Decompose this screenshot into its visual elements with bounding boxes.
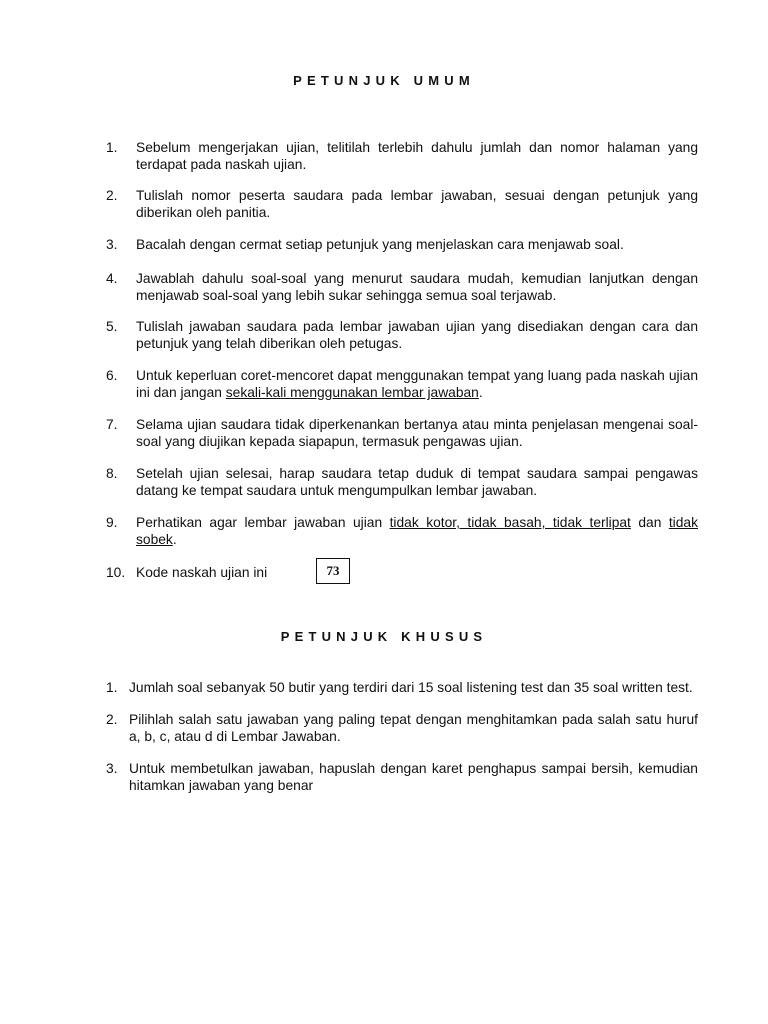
item-text: Jumlah soal sebanyak 50 butir yang terdiri dari 15 soal listening test dan 35 soal written test. — [129, 680, 693, 695]
item-number: 2. — [106, 188, 118, 203]
underlined-text: tidak sobek — [136, 515, 698, 547]
item-text — [136, 514, 698, 548]
item-number: 10. — [106, 565, 126, 580]
item-text: Selama ujian saudara tidak diperkenankan bertanya atau minta penjelasan mengenai soal-soal yang diujikan kepada siapapun, termasuk pengawas ujian. — [136, 417, 698, 449]
item-text: Jawablah dahulu soal-soal yang menurut saudara mudah, kemudian lanjutkan dengan menjawab soal-soal yang lebih sukar sehingga semua soal terjawab. — [136, 271, 698, 303]
heading-petunjuk-umum: PETUNJUK UMUM — [293, 73, 475, 88]
item-number: 4. — [106, 271, 118, 286]
item-text — [136, 564, 698, 581]
item-text: Bacalah dengan cermat setiap petunjuk yang menjelaskan cara menjawab soal. — [136, 237, 624, 252]
item-text: Setelah ujian selesai, harap saudara tetap duduk di tempat saudara sampai pengawas datang ke tempat saudara untuk mengumpulkan lembar jawaban. — [136, 466, 698, 498]
item-text — [136, 367, 698, 401]
item-text: Tulislah jawaban saudara pada lembar jawaban ujian yang disediakan dengan cara dan petunjuk yang telah diberikan oleh petugas. — [136, 319, 698, 351]
item-text-part: Untuk keperluan coret-mencoret dapat menggunakan tempat yang luang pada naskah ujian ini dan jangan — [136, 368, 698, 400]
item-number: 6. — [106, 368, 118, 383]
item-number: 3. — [106, 237, 118, 252]
item-text: Tulislah nomor peserta saudara pada lembar jawaban, sesuai dengan petunjuk yang diberikan oleh panitia. — [136, 188, 698, 220]
item-text-part: . — [478, 385, 483, 400]
item-text-part: . — [172, 532, 177, 547]
item-text: Untuk membetulkan jawaban, hapuslah dengan karet penghapus sampai bersih, kemudian hitamkan jawaban yang benar — [129, 761, 698, 793]
item-number: 9. — [106, 515, 118, 530]
item-number: 7. — [106, 417, 118, 432]
item-number: 2. — [106, 712, 118, 727]
item-number: 5. — [106, 319, 118, 334]
exam-code-box: 73 — [316, 558, 350, 584]
underlined-text: sekali-kali menggunakan lembar jawaban — [225, 385, 479, 400]
item-text-part: dan — [630, 515, 669, 530]
item-number: 1. — [106, 680, 118, 695]
item-number: 8. — [106, 466, 118, 481]
item-number: 3. — [106, 761, 118, 776]
item-number: 1. — [106, 140, 118, 155]
item-text: Sebelum mengerjakan ujian, telitilah terlebih dahulu jumlah dan nomor halaman yang terdapat pada naskah ujian. — [136, 140, 698, 172]
item-text-part: Perhatikan agar lembar jawaban ujian — [136, 515, 390, 530]
item-text: Pilihlah salah satu jawaban yang paling tepat dengan menghitamkan pada salah satu huruf a, b, c, atau d di Lembar Jawaban. — [129, 712, 698, 744]
item-text-part: Kode naskah ujian ini — [136, 565, 268, 580]
heading-petunjuk-khusus: PETUNJUK KHUSUS — [280, 629, 488, 644]
underlined-text: tidak kotor, tidak basah, tidak terlipat — [389, 515, 631, 530]
